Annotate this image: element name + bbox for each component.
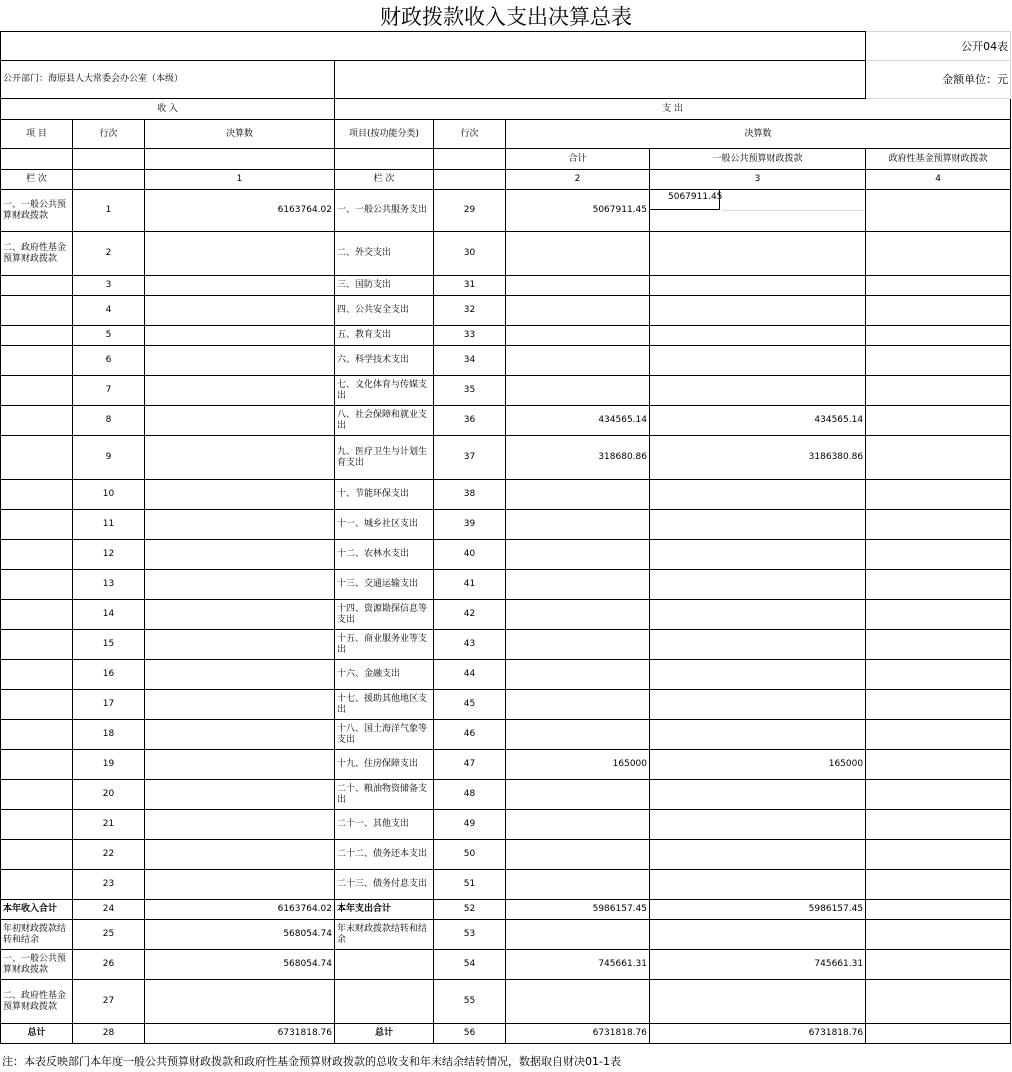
expense-fund-cell [866, 870, 1011, 900]
cell-gridlines [722, 190, 864, 211]
expense-total-cell: 318680.86 [506, 436, 650, 480]
expense-total-cell [506, 600, 650, 630]
expense-item-cell: 十九、住房保障支出 [335, 750, 434, 780]
expense-item-cell: 六、科学技术支出 [335, 346, 434, 376]
income-amount-cell [145, 810, 335, 840]
table-row [1, 510, 1011, 540]
expense-line-cell: 47 [434, 750, 506, 780]
expense-total-cell [506, 376, 650, 406]
expense-total-cell [506, 346, 650, 376]
cell-overflow-value: 5067911.45 [650, 190, 720, 210]
expense-fund-cell [866, 1024, 1011, 1044]
table-row [1, 950, 1011, 980]
table-row [1, 190, 1011, 232]
expense-total-cell [506, 980, 650, 1024]
income-item-cell [1, 510, 73, 540]
expense-item-cell [335, 980, 434, 1024]
income-item-cell [1, 326, 73, 346]
expense-general-cell: 165000 [650, 750, 866, 780]
income-line-cell: 17 [73, 690, 145, 720]
income-line-cell: 20 [73, 780, 145, 810]
expense-line-cell: 39 [434, 510, 506, 540]
expense-line-cell: 35 [434, 376, 506, 406]
table-row [1, 436, 1011, 480]
income-item-cell: 本年收入合计 [1, 900, 73, 920]
expense-total-cell [506, 630, 650, 660]
expense-line-cell: 33 [434, 326, 506, 346]
income-item-cell: 一、一般公共预算财政拨款 [1, 950, 73, 980]
income-item-cell [1, 750, 73, 780]
expense-line-cell: 52 [434, 900, 506, 920]
income-amount-cell [145, 510, 335, 540]
expense-header: 支 出 [335, 99, 1011, 120]
table-row [1, 406, 1011, 436]
col-number-2: 2 [506, 170, 650, 190]
income-item-cell [1, 540, 73, 570]
income-line-cell: 4 [73, 296, 145, 326]
income-amount-cell: 6163764.02 [145, 900, 335, 920]
expense-total-cell [506, 276, 650, 296]
income-amount-cell [145, 406, 335, 436]
table-row [1, 870, 1011, 900]
expense-item-cell: 十一、城乡社区支出 [335, 510, 434, 540]
income-item-cell [1, 660, 73, 690]
expense-line-cell: 55 [434, 980, 506, 1024]
expense-line-cell: 53 [434, 920, 506, 950]
expense-line-cell: 40 [434, 540, 506, 570]
expense-general-cell [650, 810, 866, 840]
expense-fund-cell [866, 840, 1011, 870]
expense-fund-cell [866, 326, 1011, 346]
income-amount-cell [145, 720, 335, 750]
expense-total-cell [506, 232, 650, 276]
table-row [1, 980, 1011, 1024]
expense-line-cell: 32 [434, 296, 506, 326]
income-line-cell: 26 [73, 950, 145, 980]
table-row [1, 1024, 1011, 1044]
expense-fund-cell [866, 600, 1011, 630]
expense-fund-cell [866, 346, 1011, 376]
expense-general-cell [650, 480, 866, 510]
income-item-cell [1, 436, 73, 480]
income-line-cell: 22 [73, 840, 145, 870]
income-amount-cell [145, 600, 335, 630]
expense-line-cell: 48 [434, 780, 506, 810]
income-amount-cell [145, 870, 335, 900]
income-line-header: 行次 [73, 120, 145, 149]
income-item-header: 项 目 [1, 120, 73, 149]
table-row [1, 296, 1011, 326]
expense-general-cell [650, 540, 866, 570]
income-line-cell: 6 [73, 346, 145, 376]
expense-line-cell: 50 [434, 840, 506, 870]
expense-total-cell: 434565.14 [506, 406, 650, 436]
expense-total-cell [506, 326, 650, 346]
table-row [1, 920, 1011, 950]
table-row [1, 326, 1011, 346]
income-line-cell: 24 [73, 900, 145, 920]
form-code: 公开04表 [866, 32, 1011, 61]
expense-total-cell [506, 920, 650, 950]
expense-item-cell: 本年支出合计 [335, 900, 434, 920]
income-line-cell: 11 [73, 510, 145, 540]
table-row [1, 840, 1011, 870]
table-row [1, 660, 1011, 690]
expense-item-cell [335, 950, 434, 980]
expense-line-cell: 34 [434, 346, 506, 376]
expense-line-cell: 44 [434, 660, 506, 690]
expense-fund-cell [866, 630, 1011, 660]
expense-total-cell [506, 840, 650, 870]
income-item-cell: 二、政府性基金预算财政拨款 [1, 232, 73, 276]
expense-fund-cell [866, 660, 1011, 690]
expense-fund-cell [866, 780, 1011, 810]
expense-general-cell: 745661.31 [650, 950, 866, 980]
income-line-cell: 3 [73, 276, 145, 296]
income-amount-cell: 6731818.76 [145, 1024, 335, 1044]
income-line-cell: 9 [73, 436, 145, 480]
expense-fund-cell [866, 720, 1011, 750]
expense-fund-cell [866, 276, 1011, 296]
expense-line-cell: 46 [434, 720, 506, 750]
expense-general-cell [650, 376, 866, 406]
expense-general-cell [650, 510, 866, 540]
expense-line-cell: 56 [434, 1024, 506, 1044]
expense-item-cell: 四、公共安全支出 [335, 296, 434, 326]
expense-total-cell: 6731818.76 [506, 1024, 650, 1044]
income-item-cell: 二、政府性基金预算财政拨款 [1, 980, 73, 1024]
page-title: 财政拨款收入支出决算总表 [380, 5, 632, 29]
income-item-cell [1, 376, 73, 406]
expense-general-cell [650, 190, 866, 232]
budget-table [0, 31, 1011, 1044]
income-amount-cell [145, 660, 335, 690]
gov-fund-header: 政府性基金预算财政拨款 [866, 149, 1011, 170]
expense-line-cell: 42 [434, 600, 506, 630]
expense-line-cell: 29 [434, 190, 506, 232]
income-line-cell: 12 [73, 540, 145, 570]
expense-line-cell: 37 [434, 436, 506, 480]
expense-line-cell: 38 [434, 480, 506, 510]
income-amount-cell [145, 296, 335, 326]
expense-item-cell: 十四、资源勘探信息等支出 [335, 600, 434, 630]
income-amount-cell [145, 980, 335, 1024]
expense-total-cell [506, 510, 650, 540]
income-item-cell [1, 600, 73, 630]
income-item-cell [1, 276, 73, 296]
expense-item-cell: 八、社会保障和就业支出 [335, 406, 434, 436]
col-number-3: 3 [650, 170, 866, 190]
expense-general-cell [650, 232, 866, 276]
expense-total-cell: 165000 [506, 750, 650, 780]
expense-fund-cell [866, 480, 1011, 510]
table-row [1, 276, 1011, 296]
expense-total-cell [506, 480, 650, 510]
expense-general-cell [650, 600, 866, 630]
income-amount-cell [145, 630, 335, 660]
expense-total-cell [506, 660, 650, 690]
expense-total-cell [506, 780, 650, 810]
income-amount-cell [145, 480, 335, 510]
expense-item-cell: 二、外交支出 [335, 232, 434, 276]
income-line-cell: 5 [73, 326, 145, 346]
expense-general-cell [650, 326, 866, 346]
expense-total-cell [506, 720, 650, 750]
general-budget-header: 一般公共预算财政拨款 [650, 149, 866, 170]
expense-line-cell: 41 [434, 570, 506, 600]
expense-item-cell: 七、文化体育与传媒支出 [335, 376, 434, 406]
income-amount-cell [145, 570, 335, 600]
income-amount-cell: 568054.74 [145, 950, 335, 980]
expense-item-cell: 二十、粮油物资储备支出 [335, 780, 434, 810]
income-item-cell [1, 720, 73, 750]
expense-item-cell: 十七、援助其他地区支出 [335, 690, 434, 720]
income-item-cell [1, 630, 73, 660]
table-row [1, 810, 1011, 840]
table-row [1, 600, 1011, 630]
income-item-cell: 一、一般公共预算财政拨款 [1, 190, 73, 232]
table-row [1, 540, 1011, 570]
expense-item-cell: 五、教育支出 [335, 326, 434, 346]
income-item-cell [1, 296, 73, 326]
expense-fund-cell [866, 950, 1011, 980]
expense-item-cell: 年末财政拨款结转和结余 [335, 920, 434, 950]
expense-line-cell: 43 [434, 630, 506, 660]
income-item-cell [1, 870, 73, 900]
income-line-cell: 14 [73, 600, 145, 630]
income-amount-cell [145, 840, 335, 870]
income-item-cell [1, 810, 73, 840]
expense-fund-cell [866, 900, 1011, 920]
expense-item-cell: 九、医疗卫生与计划生育支出 [335, 436, 434, 480]
expense-line-cell: 54 [434, 950, 506, 980]
table-row [1, 780, 1011, 810]
expense-general-cell [650, 780, 866, 810]
expense-general-cell: 6731818.76 [650, 1024, 866, 1044]
expense-fund-cell [866, 690, 1011, 720]
expense-item-cell: 十二、农林水支出 [335, 540, 434, 570]
expense-total-cell [506, 870, 650, 900]
expense-item-cell: 十三、交通运输支出 [335, 570, 434, 600]
expense-fund-cell [866, 980, 1011, 1024]
table-row [1, 900, 1011, 920]
expense-general-cell [650, 630, 866, 660]
expense-item-cell: 十八、国土海洋气象等支出 [335, 720, 434, 750]
col-number-1: 1 [145, 170, 335, 190]
expense-line-cell: 31 [434, 276, 506, 296]
income-amount-cell [145, 540, 335, 570]
expense-amount-header: 决算数 [506, 120, 1011, 149]
expense-line-cell: 30 [434, 232, 506, 276]
expense-item-cell: 二十一、其他支出 [335, 810, 434, 840]
income-line-cell: 25 [73, 920, 145, 950]
expense-line-header: 行次 [434, 120, 506, 149]
expense-general-cell [650, 920, 866, 950]
income-line-cell: 15 [73, 630, 145, 660]
expense-general-cell [650, 570, 866, 600]
unit-label: 金额单位：元 [866, 61, 1011, 99]
expense-total-cell: 5986157.45 [506, 900, 650, 920]
income-amount-cell [145, 276, 335, 296]
income-line-cell: 1 [73, 190, 145, 232]
department-label: 公开部门：海原县人大常委会办公室（本级） [1, 61, 335, 99]
expense-item-cell: 总计 [335, 1024, 434, 1044]
income-line-cell: 16 [73, 660, 145, 690]
income-item-cell [1, 690, 73, 720]
table-row [1, 750, 1011, 780]
expense-total-cell: 745661.31 [506, 950, 650, 980]
expense-fund-cell [866, 190, 1011, 232]
expense-fund-cell [866, 920, 1011, 950]
income-line-cell: 2 [73, 232, 145, 276]
income-item-cell [1, 570, 73, 600]
expense-item-cell: 十六、金融支出 [335, 660, 434, 690]
expense-total-cell [506, 570, 650, 600]
expense-item-cell: 二十二、债务还本支出 [335, 840, 434, 870]
expense-fund-cell [866, 510, 1011, 540]
expense-fund-cell [866, 232, 1011, 276]
income-amount-cell [145, 326, 335, 346]
expense-general-cell [650, 840, 866, 870]
income-amount-cell: 6163764.02 [145, 190, 335, 232]
income-line-cell: 7 [73, 376, 145, 406]
expense-item-cell: 三、国防支出 [335, 276, 434, 296]
expense-general-cell [650, 870, 866, 900]
income-line-cell: 21 [73, 810, 145, 840]
income-amount-cell [145, 436, 335, 480]
table-row [1, 232, 1011, 276]
income-amount-cell [145, 376, 335, 406]
footnote: 注：本表反映部门本年度一般公共预算财政拨款和政府性基金预算财政拨款的总收支和年末结余结转情况，数据取自财决01-1表 [2, 1055, 621, 1068]
expense-item-cell: 一、一般公共服务支出 [335, 190, 434, 232]
expense-general-cell [650, 276, 866, 296]
expense-item-cell: 十、节能环保支出 [335, 480, 434, 510]
table-row [1, 570, 1011, 600]
col-number-4: 4 [866, 170, 1011, 190]
expense-total-cell [506, 810, 650, 840]
col-label-income: 栏 次 [1, 170, 73, 190]
income-line-cell: 18 [73, 720, 145, 750]
expense-fund-cell [866, 406, 1011, 436]
income-line-cell: 27 [73, 980, 145, 1024]
expense-fund-cell [866, 540, 1011, 570]
expense-total-cell [506, 690, 650, 720]
income-amount-cell: 568054.74 [145, 920, 335, 950]
expense-total-cell: 5067911.45 [506, 190, 650, 232]
expense-general-cell: 5986157.45 [650, 900, 866, 920]
income-amount-cell [145, 780, 335, 810]
expense-line-cell: 49 [434, 810, 506, 840]
income-amount-header: 决算数 [145, 120, 335, 149]
income-line-cell: 19 [73, 750, 145, 780]
col-label-expense: 栏 次 [335, 170, 434, 190]
expense-fund-cell [866, 436, 1011, 480]
income-item-cell [1, 840, 73, 870]
income-item-cell [1, 406, 73, 436]
expense-general-cell [650, 980, 866, 1024]
table-row [1, 346, 1011, 376]
table-row [1, 376, 1011, 406]
expense-general-cell [650, 720, 866, 750]
expense-general-cell [650, 346, 866, 376]
expense-line-cell: 45 [434, 690, 506, 720]
expense-line-cell: 36 [434, 406, 506, 436]
income-header: 收 入 [1, 99, 335, 120]
income-line-cell: 23 [73, 870, 145, 900]
expense-item-cell: 十五、商业服务业等支出 [335, 630, 434, 660]
income-amount-cell [145, 690, 335, 720]
expense-general-cell [650, 296, 866, 326]
income-amount-cell [145, 750, 335, 780]
table-row [1, 480, 1011, 510]
income-line-cell: 28 [73, 1024, 145, 1044]
income-amount-cell [145, 346, 335, 376]
income-item-cell: 年初财政拨款结转和结余 [1, 920, 73, 950]
expense-total-cell [506, 296, 650, 326]
income-item-cell [1, 480, 73, 510]
expense-line-cell: 51 [434, 870, 506, 900]
expense-general-cell: 3186380.86 [650, 436, 866, 480]
income-line-cell: 10 [73, 480, 145, 510]
income-line-cell: 13 [73, 570, 145, 600]
expense-fund-cell [866, 570, 1011, 600]
expense-fund-cell [866, 810, 1011, 840]
expense-item-cell: 二十三、债务付息支出 [335, 870, 434, 900]
expense-fund-cell [866, 376, 1011, 406]
income-line-cell: 8 [73, 406, 145, 436]
expense-total-cell [506, 540, 650, 570]
table-row [1, 630, 1011, 660]
income-item-cell [1, 780, 73, 810]
total-header: 合计 [506, 149, 650, 170]
income-amount-cell [145, 232, 335, 276]
expense-general-cell [650, 690, 866, 720]
table-row [1, 690, 1011, 720]
expense-general-cell: 434565.14 [650, 406, 866, 436]
expense-general-cell [650, 660, 866, 690]
expense-fund-cell [866, 750, 1011, 780]
table-row [1, 720, 1011, 750]
expense-fund-cell [866, 296, 1011, 326]
income-item-cell: 总计 [1, 1024, 73, 1044]
income-item-cell [1, 346, 73, 376]
expense-item-header: 项目(按功能分类) [335, 120, 434, 149]
